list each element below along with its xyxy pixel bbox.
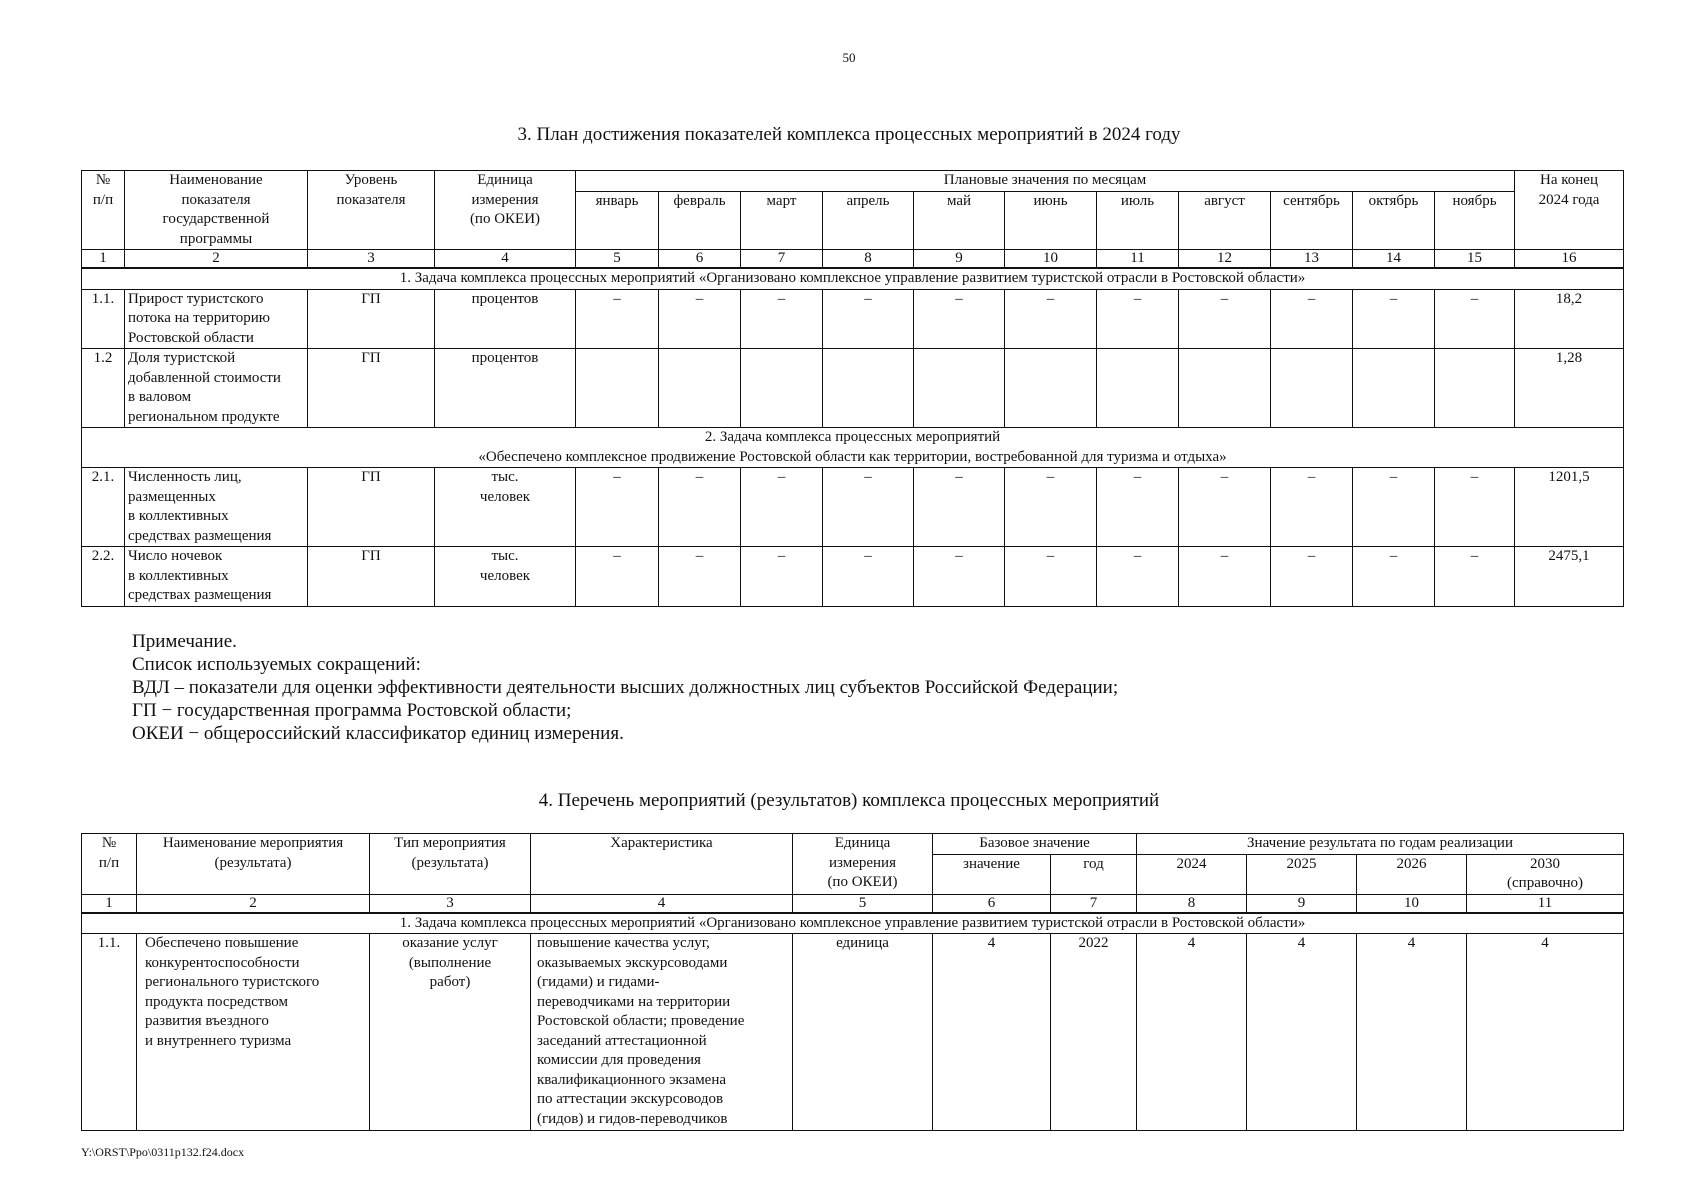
header-base-value-year: год (1051, 854, 1137, 894)
indicator-level: ГП (308, 468, 435, 547)
month-value: – (1353, 289, 1435, 349)
header-month: январь (576, 191, 659, 250)
header-month: октябрь (1353, 191, 1435, 250)
activity-characteristic: повышение качества услуг, оказываемых экскурсоводами (гидами) и гидами- переводчиками на территории Ростовской области; проведение заседаний аттестационной комиссии для проведения квалификационного экзамена по аттестации экскурсоводов (гидов) и гидов-переводчиков (531, 934, 793, 1131)
task-2-heading: 2. Задача комплекса процессных мероприятий «Обеспечено комплексное продвижение Ростовской области как территории, востребованной для туризма и отдыха» (82, 428, 1624, 468)
month-value: – (823, 289, 914, 349)
month-value: – (1271, 468, 1353, 547)
row-num: 1.1. (82, 934, 137, 1131)
column-number: 1 (82, 894, 137, 913)
notes-line: ГП − государственная программа Ростовской области; (132, 700, 572, 721)
table-row (82, 547, 1624, 607)
activity-name: Обеспечено повышение конкурентоспособности регионального туристского продукта посредством развития въездного и внутреннего туризма (137, 934, 370, 1131)
month-value: – (1271, 289, 1353, 349)
month-value: – (1353, 468, 1435, 547)
column-number: 2 (125, 250, 308, 269)
file-path-footer: Y:\ORST\Ppo\0311p132.f24.docx (81, 1145, 245, 1159)
page-number: 50 (842, 50, 856, 65)
column-number: 14 (1353, 250, 1435, 269)
indicator-level: ГП (308, 349, 435, 428)
column-number: 10 (1005, 250, 1097, 269)
header-level: Уровень показателя (308, 171, 435, 250)
header-month: июль (1097, 191, 1179, 250)
header-month: май (914, 191, 1005, 250)
column-number: 15 (1435, 250, 1515, 269)
activity-type: оказание услуг (выполнение работ) (370, 934, 531, 1131)
section-4-title: 4. Перечень мероприятий (результатов) комплекса процессных мероприятий (538, 790, 1160, 811)
section-3-title: 3. План достижения показателей комплекса процессных мероприятий в 2024 году (517, 124, 1181, 145)
column-number: 3 (370, 894, 531, 913)
header-month: февраль (659, 191, 741, 250)
notes-block (132, 630, 1118, 745)
month-value: – (1097, 289, 1179, 349)
column-number: 11 (1097, 250, 1179, 269)
row-num: 2.1. (82, 468, 125, 547)
column-number: 4 (435, 250, 576, 269)
row-num: 1.1. (82, 289, 125, 349)
month-value: – (1005, 289, 1097, 349)
indicator-level: ГП (308, 547, 435, 607)
month-value: – (1179, 289, 1271, 349)
month-value (914, 349, 1005, 428)
column-number: 6 (659, 250, 741, 269)
year-end-value: 1,28 (1515, 349, 1624, 428)
month-value (576, 349, 659, 428)
activity-unit: единица (793, 934, 933, 1131)
column-number: 10 (1357, 894, 1467, 913)
month-value: – (741, 289, 823, 349)
task-row (82, 428, 1624, 468)
notes-line: Список используемых сокращений: (132, 654, 421, 675)
header-activity-type: Тип мероприятия (результата) (370, 834, 531, 895)
indicator-name: Прирост туристского потока на территорию Ростовской области (125, 289, 308, 349)
column-number: 7 (741, 250, 823, 269)
header-unit: Единица измерения (по ОКЕИ) (435, 171, 576, 250)
column-number: 5 (793, 894, 933, 913)
table-row (82, 289, 1624, 349)
header-month: июнь (1005, 191, 1097, 250)
header-month: март (741, 191, 823, 250)
column-number: 11 (1467, 894, 1624, 913)
header-num: № п/п (82, 171, 125, 250)
indicator-unit: тыс. человек (435, 468, 576, 547)
notes-line: ОКЕИ − общероссийский классификатор единиц измерения. (132, 723, 624, 744)
column-number: 8 (823, 250, 914, 269)
month-value: – (914, 289, 1005, 349)
month-value: – (576, 289, 659, 349)
notes-title: Примечание. (132, 631, 237, 652)
table-header-row (82, 171, 1624, 192)
result-value: 4 (1137, 934, 1247, 1131)
notes-line: ВДЛ – показатели для оценки эффективности деятельности высших должностных лиц субъектов Российской Федерации; (132, 677, 1119, 698)
column-number: 1 (82, 250, 125, 269)
indicator-unit: процентов (435, 289, 576, 349)
indicator-unit: процентов (435, 349, 576, 428)
column-numbers-row (82, 250, 1624, 269)
indicator-name: Доля туристской добавленной стоимости в валовом региональном продукте (125, 349, 308, 428)
header-month: апрель (823, 191, 914, 250)
column-number: 6 (933, 894, 1051, 913)
header-year: 2026 (1357, 854, 1467, 894)
column-number: 16 (1515, 250, 1624, 269)
column-number: 9 (1247, 894, 1357, 913)
month-value: – (659, 468, 741, 547)
month-value (1271, 349, 1353, 428)
column-number: 3 (308, 250, 435, 269)
column-number: 2 (137, 894, 370, 913)
header-base-value: Базовое значение (933, 834, 1137, 855)
base-year: 2022 (1051, 934, 1137, 1131)
header-indicator-name: Наименование показателя государственной программы (125, 171, 308, 250)
header-monthly-values: Плановые значения по месяцам (576, 171, 1515, 192)
indicator-name: Численность лиц, размещенных в коллективных средствах размещения (125, 468, 308, 547)
month-value: – (1179, 468, 1271, 547)
month-value: – (823, 468, 914, 547)
year-end-value: 18,2 (1515, 289, 1624, 349)
header-result-values: Значение результата по годам реализации (1137, 834, 1624, 855)
table-row (82, 934, 1624, 1131)
indicator-name: Число ночевок в коллективных средствах размещения (125, 547, 308, 607)
column-number: 4 (531, 894, 793, 913)
month-value: – (1097, 547, 1179, 607)
month-value (1097, 349, 1179, 428)
task-1-heading: 1. Задача комплекса процессных мероприятий «Организовано комплексное управление развитием туристской отрасли в Ростовской области» (82, 268, 1624, 289)
month-value (1005, 349, 1097, 428)
month-value: – (659, 547, 741, 607)
header-year: 2030 (справочно) (1467, 854, 1624, 894)
header-month: сентябрь (1271, 191, 1353, 250)
header-num: № п/п (82, 834, 137, 895)
header-unit: Единица измерения (по ОКЕИ) (793, 834, 933, 895)
column-numbers-row (82, 894, 1624, 913)
column-number: 5 (576, 250, 659, 269)
month-value: – (823, 547, 914, 607)
month-value: – (1435, 468, 1515, 547)
column-number: 13 (1271, 250, 1353, 269)
month-value: – (741, 468, 823, 547)
month-value: – (1271, 547, 1353, 607)
month-value: – (741, 547, 823, 607)
header-characteristic: Характеристика (531, 834, 793, 895)
result-value: 4 (1357, 934, 1467, 1131)
result-value: 4 (1467, 934, 1624, 1131)
month-value: – (1097, 468, 1179, 547)
month-value: – (576, 468, 659, 547)
month-value: – (659, 289, 741, 349)
month-value: – (1353, 547, 1435, 607)
column-number: 8 (1137, 894, 1247, 913)
month-value: – (1179, 547, 1271, 607)
table-row (82, 349, 1624, 428)
indicator-unit: тыс. человек (435, 547, 576, 607)
month-value (823, 349, 914, 428)
year-end-value: 1201,5 (1515, 468, 1624, 547)
task-1-heading: 1. Задача комплекса процессных мероприятий «Организовано комплексное управление развитием туристской отрасли в Ростовской области» (82, 913, 1624, 934)
month-value: – (1435, 547, 1515, 607)
month-value (1435, 349, 1515, 428)
header-month: ноябрь (1435, 191, 1515, 250)
year-end-value: 2475,1 (1515, 547, 1624, 607)
month-value (1179, 349, 1271, 428)
header-year: 2025 (1247, 854, 1357, 894)
table-row (82, 468, 1624, 547)
base-value: 4 (933, 934, 1051, 1131)
activities-table (81, 833, 1624, 1131)
header-month: август (1179, 191, 1271, 250)
header-activity-name: Наименование мероприятия (результата) (137, 834, 370, 895)
indicator-level: ГП (308, 289, 435, 349)
column-number: 7 (1051, 894, 1137, 913)
column-number: 9 (914, 250, 1005, 269)
month-value (659, 349, 741, 428)
table-header-row (82, 834, 1624, 855)
month-value: – (1005, 547, 1097, 607)
month-value: – (914, 547, 1005, 607)
month-value (1353, 349, 1435, 428)
row-num: 2.2. (82, 547, 125, 607)
month-value: – (914, 468, 1005, 547)
header-year-end: На конец 2024 года (1515, 171, 1624, 250)
row-num: 1.2 (82, 349, 125, 428)
header-year: 2024 (1137, 854, 1247, 894)
task-row (82, 268, 1624, 289)
task-row (82, 913, 1624, 934)
indicators-plan-table (81, 170, 1624, 607)
header-base-value-value: значение (933, 854, 1051, 894)
result-value: 4 (1247, 934, 1357, 1131)
month-value: – (576, 547, 659, 607)
month-value (741, 349, 823, 428)
column-number: 12 (1179, 250, 1271, 269)
month-value: – (1005, 468, 1097, 547)
month-value: – (1435, 289, 1515, 349)
